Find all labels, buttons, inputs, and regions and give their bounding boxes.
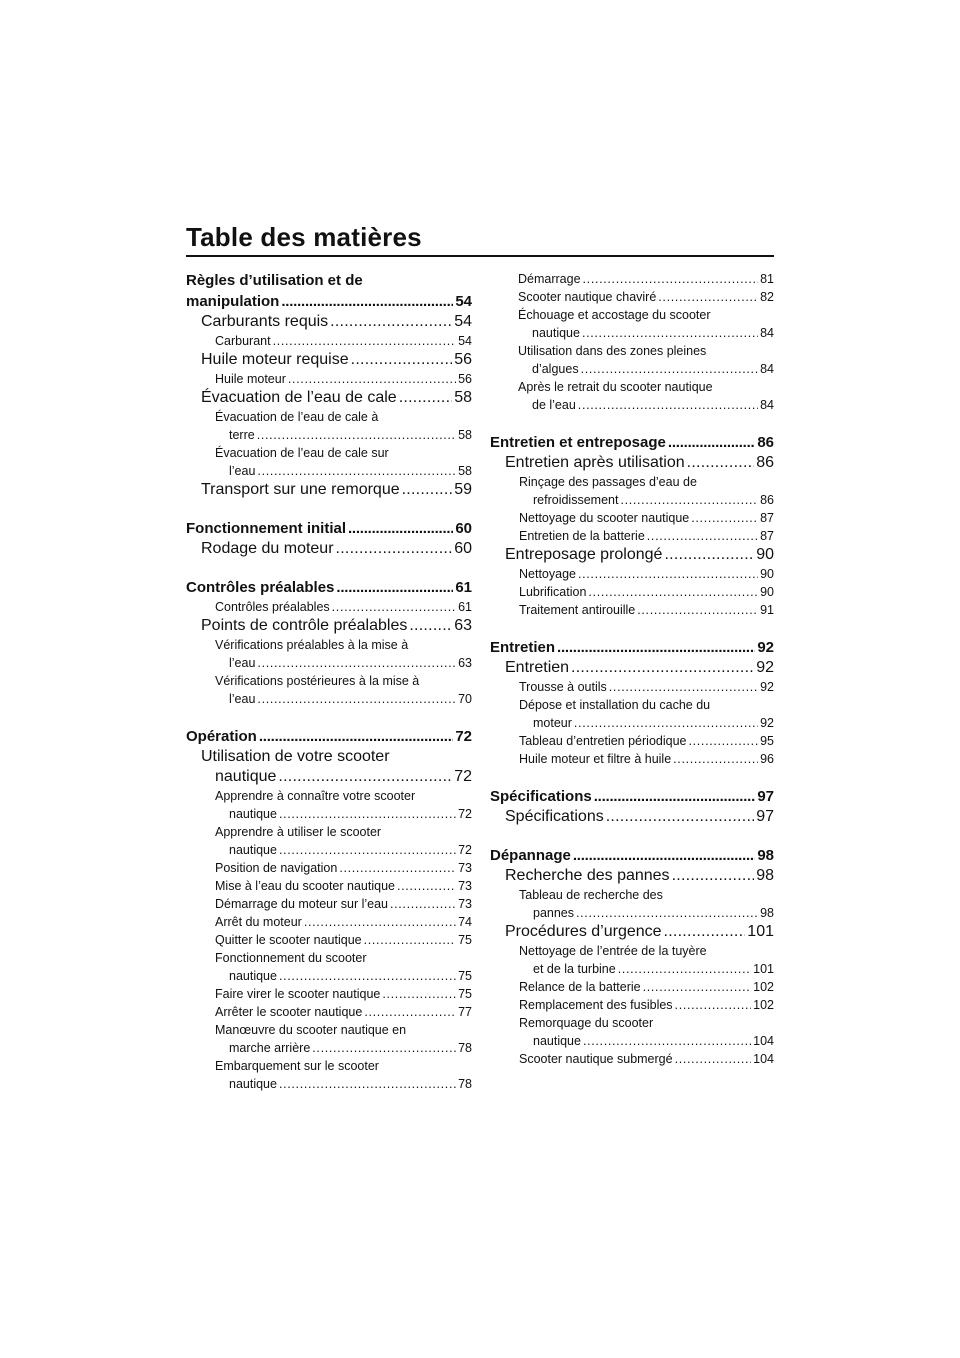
toc-topic-entry[interactable] [490, 886, 774, 922]
toc-entry-text: Arrêt du moteur [215, 915, 302, 929]
toc-page-number: 63 [454, 617, 472, 634]
dot-leader [673, 750, 758, 768]
dot-leader [279, 1075, 456, 1093]
toc-entry-text-first-line: Évacuation de l’eau de cale à [215, 410, 379, 424]
toc-page-number: 56 [458, 372, 472, 386]
dot-leader [583, 270, 759, 288]
toc-entry-text: Points de contrôle préalables [201, 617, 408, 634]
toc-entry-text-first-line: Nettoyage de l’entrée de la tuyère [519, 944, 707, 958]
toc-topic-entry[interactable] [490, 732, 774, 750]
toc-chapter-entry[interactable] [186, 350, 472, 370]
toc-chapter-entry[interactable] [490, 658, 774, 678]
dot-leader [332, 598, 456, 616]
toc-page-number: 92 [756, 659, 774, 676]
toc-topic-entry[interactable] [490, 696, 774, 732]
section-gap [186, 500, 472, 518]
toc-entry-text-first-line: Tableau de recherche des [519, 888, 663, 902]
toc-entry-text: Recherche des pannes [505, 867, 670, 884]
toc-topic-entry[interactable] [186, 1057, 472, 1093]
toc-entry-text: Remplacement des fusibles [519, 998, 673, 1012]
toc-entry-text: et de la turbine [533, 962, 616, 976]
dot-leader [606, 807, 754, 827]
toc-page-number: 86 [760, 493, 774, 507]
toc-page-number: 72 [455, 728, 472, 745]
dot-leader [304, 913, 456, 931]
toc-entry-text: l’eau [229, 656, 256, 670]
dot-leader [278, 767, 452, 787]
dot-leader [664, 922, 746, 942]
toc-entry-text-first-line: Échouage et accostage du scooter [518, 308, 711, 322]
toc-page-number: 54 [458, 334, 472, 348]
toc-entry-text: Trousse à outils [519, 680, 607, 694]
toc-page-number: 78 [458, 1041, 472, 1055]
dot-leader [336, 539, 453, 559]
toc-page-number: 92 [757, 639, 774, 656]
toc-column-right [490, 270, 774, 1068]
toc-page-number: 84 [760, 326, 774, 340]
toc-chapter-entry[interactable] [186, 747, 472, 787]
toc-topic-entry[interactable] [490, 942, 774, 978]
toc-entry-text: d’algues [532, 362, 579, 376]
toc-section-entry[interactable] [186, 518, 472, 539]
toc-page-number: 87 [760, 511, 774, 525]
toc-entry-text: Huile moteur [215, 372, 286, 386]
toc-entry-text: terre [229, 428, 255, 442]
toc-page-number: 102 [753, 980, 774, 994]
dot-leader [691, 509, 758, 527]
toc-topic-entry[interactable] [186, 332, 472, 350]
toc-chapter-entry[interactable] [490, 866, 774, 886]
toc-topic-entry[interactable] [490, 978, 774, 996]
toc-topic-entry[interactable] [490, 342, 774, 378]
toc-entry-text: nautique [532, 326, 580, 340]
section-gap [490, 619, 774, 637]
dot-leader [279, 841, 456, 859]
toc-entry-text: Spécifications [505, 808, 604, 825]
toc-entry-text: Procédures d’urgence [505, 923, 662, 940]
toc-page-number: 96 [760, 752, 774, 766]
toc-topic-entry[interactable] [490, 565, 774, 583]
toc-entry-text-first-line: Embarquement sur le scooter [215, 1059, 379, 1073]
toc-entry-text: Spécifications [490, 788, 592, 805]
dot-leader [348, 518, 453, 539]
toc-section-entry[interactable] [186, 577, 472, 598]
toc-topic-entry[interactable] [490, 378, 774, 414]
toc-page-number: 81 [760, 272, 774, 286]
dot-leader [402, 480, 453, 500]
toc-entry-text: Nettoyage du scooter nautique [519, 511, 690, 525]
toc-page-number: 54 [454, 313, 472, 330]
toc-page-number: 92 [760, 680, 774, 694]
toc-entry-text: Entretien et entreposage [490, 434, 666, 451]
toc-page-number: 77 [458, 1005, 472, 1019]
toc-topic-entry[interactable] [490, 509, 774, 527]
dot-leader [643, 978, 752, 996]
toc-chapter-entry[interactable] [186, 312, 472, 332]
dot-leader [382, 985, 456, 1003]
dot-leader [658, 288, 758, 306]
dot-leader [689, 732, 759, 750]
toc-topic-entry[interactable] [490, 473, 774, 509]
toc-entry-text: Entretien [505, 659, 570, 676]
toc-section-entry[interactable] [490, 786, 774, 807]
dot-leader [588, 583, 758, 601]
toc-entry-text-first-line: Vérifications postérieures à la mise à [215, 674, 420, 688]
toc-page-number: 75 [458, 933, 472, 947]
toc-page-number: 104 [753, 1052, 774, 1066]
toc-entry-text: Rodage du moteur [201, 540, 334, 557]
toc-page-number: 98 [760, 906, 774, 920]
toc-entry-text-first-line: Apprendre à utiliser le scooter [215, 825, 382, 839]
toc-entry-text-first-line: Manœuvre du scooter nautique en [215, 1023, 407, 1037]
toc-entry-text: Quitter le scooter nautique [215, 933, 362, 947]
toc-page-number: 78 [458, 1077, 472, 1091]
toc-entry-text: Opération [186, 728, 257, 745]
toc-entry-text-first-line: Vérifications préalables à la mise à [215, 638, 409, 652]
toc-page-number: 90 [760, 585, 774, 599]
toc-page-number: 74 [458, 915, 472, 929]
page-title: Table des matières [186, 222, 422, 252]
toc-topic-entry[interactable] [490, 288, 774, 306]
toc-page-number: 73 [458, 879, 472, 893]
toc-page-number: 104 [753, 1034, 774, 1048]
toc-entry-text: Contrôles préalables [186, 579, 335, 596]
section-gap [490, 414, 774, 432]
toc-topic-entry[interactable] [490, 270, 774, 288]
toc-entry-text: de l’eau [532, 398, 576, 412]
toc-page-number: 56 [454, 351, 472, 368]
dot-leader [257, 690, 456, 708]
toc-entry-text: Entreposage prolongé [505, 546, 663, 563]
toc-topic-entry[interactable] [490, 750, 774, 768]
dot-leader [364, 931, 456, 949]
toc-entry-text: Contrôles préalables [215, 600, 330, 614]
toc-topic-entry[interactable] [186, 949, 472, 985]
dot-leader [273, 332, 457, 350]
toc-entry-text: Entretien de la batterie [519, 529, 645, 543]
dot-leader [578, 565, 758, 583]
toc-page-number: 101 [753, 962, 774, 976]
dot-leader [312, 1039, 456, 1057]
toc-page-number: 75 [458, 987, 472, 1001]
dot-leader [647, 527, 758, 545]
toc-topic-entry[interactable] [490, 601, 774, 619]
dot-leader [578, 396, 758, 414]
toc-page-number: 86 [756, 454, 774, 471]
dot-leader [279, 805, 456, 823]
toc-entry-text: nautique [229, 1077, 277, 1091]
dot-leader [364, 1003, 456, 1021]
toc-topic-entry[interactable] [490, 996, 774, 1014]
dot-leader [583, 1032, 751, 1050]
toc-entry-text: nautique [229, 807, 277, 821]
toc-page-number: 58 [458, 428, 472, 442]
toc-page-number: 61 [455, 579, 472, 596]
toc-entry-text-first-line: Fonctionnement du scooter [215, 951, 367, 965]
toc-topic-entry[interactable] [186, 1021, 472, 1057]
dot-leader [279, 967, 456, 985]
toc-topic-entry[interactable] [186, 408, 472, 444]
toc-entry-text: nautique [533, 1034, 581, 1048]
dot-leader [257, 462, 456, 480]
toc-page-number: 59 [454, 481, 472, 498]
toc-entry-text: Huile moteur requise [201, 351, 349, 368]
toc-entry-text-first-line: Évacuation de l’eau de cale sur [215, 446, 389, 460]
section-gap [490, 768, 774, 786]
toc-chapter-entry[interactable] [490, 922, 774, 942]
toc-page-number: 75 [458, 969, 472, 983]
toc-entry-text-first-line: Dépose et installation du cache du [519, 698, 711, 712]
toc-page-number: 70 [458, 692, 472, 706]
toc-section-entry[interactable] [186, 726, 472, 747]
toc-topic-entry[interactable] [490, 583, 774, 601]
toc-topic-entry[interactable] [490, 678, 774, 696]
toc-page-number: 87 [760, 529, 774, 543]
toc-topic-entry[interactable] [186, 895, 472, 913]
toc-entry-text: refroidissement [533, 493, 619, 507]
toc-page-number: 98 [756, 867, 774, 884]
toc-entry-text-first-line: Utilisation de votre scooter [201, 748, 390, 765]
toc-entry-text: Carburant [215, 334, 271, 348]
dot-leader [576, 904, 758, 922]
toc-topic-entry[interactable] [186, 859, 472, 877]
dot-leader [571, 658, 754, 678]
section-gap [186, 559, 472, 577]
toc-page-number: 91 [760, 603, 774, 617]
toc-chapter-entry[interactable] [186, 539, 472, 559]
toc-entry-text: l’eau [229, 692, 256, 706]
dot-leader [409, 616, 452, 636]
toc-topic-entry[interactable] [490, 527, 774, 545]
toc-page-number: 95 [760, 734, 774, 748]
dot-leader [687, 453, 755, 473]
toc-entry-text: Huile moteur et filtre à huile [519, 752, 672, 766]
toc-topic-entry[interactable] [186, 672, 472, 708]
toc-entry-text-first-line: Utilisation dans des zones pleines [518, 344, 707, 358]
toc-page-number: 58 [454, 389, 472, 406]
dot-leader [259, 726, 453, 747]
toc-entry-text: Faire virer le scooter nautique [215, 987, 381, 1001]
toc-entry-text: Arrêter le scooter nautique [215, 1005, 363, 1019]
toc-page-number: 72 [458, 807, 472, 821]
toc-topic-entry[interactable] [186, 877, 472, 895]
dot-leader [257, 426, 456, 444]
toc-page-number: 97 [757, 788, 774, 805]
toc-entry-text: Fonctionnement initial [186, 520, 346, 537]
dot-leader [581, 360, 759, 378]
toc-topic-entry[interactable] [186, 370, 472, 388]
dot-leader [582, 324, 758, 342]
toc-page-number: 92 [760, 716, 774, 730]
dot-leader [574, 714, 758, 732]
toc-page-number: 54 [455, 293, 472, 310]
toc-topic-entry[interactable] [186, 787, 472, 823]
dot-leader [351, 350, 453, 370]
dot-leader [594, 786, 756, 807]
toc-page-number: 72 [458, 843, 472, 857]
toc-page-number: 61 [458, 600, 472, 614]
toc-entry-text-first-line: Rinçage des passages d’eau de [519, 475, 697, 489]
toc-topic-entry[interactable] [186, 913, 472, 931]
toc-page-number: 90 [760, 567, 774, 581]
toc-entry-text: Évacuation de l’eau de cale [201, 389, 397, 406]
toc-entry-text: Entretien [490, 639, 556, 656]
dot-leader [637, 601, 758, 619]
toc-entry-text: Scooter nautique submergé [519, 1052, 673, 1066]
toc-page-number: 90 [756, 546, 774, 563]
toc-topic-entry[interactable] [186, 598, 472, 616]
dot-leader [668, 432, 755, 453]
dot-leader [609, 678, 758, 696]
toc-entry-text: marche arrière [229, 1041, 311, 1055]
dot-leader [664, 545, 754, 565]
dot-leader [399, 388, 453, 408]
dot-leader [257, 654, 456, 672]
toc-page-number: 73 [458, 861, 472, 875]
toc-page-number: 82 [760, 290, 774, 304]
dot-leader [390, 895, 456, 913]
toc-entry-text: Démarrage du moteur sur l’eau [215, 897, 388, 911]
toc-chapter-entry[interactable] [490, 807, 774, 827]
toc-topic-entry[interactable] [490, 1050, 774, 1068]
toc-entry-text: Scooter nautique chaviré [518, 290, 657, 304]
toc-entry-text-first-line: Remorquage du scooter [519, 1016, 654, 1030]
dot-leader [618, 960, 751, 978]
toc-entry-text: manipulation [186, 293, 280, 310]
toc-entry-text: Position de navigation [215, 861, 338, 875]
toc-topic-entry[interactable] [186, 1003, 472, 1021]
toc-page-number: 58 [458, 464, 472, 478]
toc-page-number: 63 [458, 656, 472, 670]
toc-topic-entry[interactable] [186, 636, 472, 672]
toc-entry-text: Lubrification [519, 585, 587, 599]
toc-entry-text: Relance de la batterie [519, 980, 641, 994]
toc-topic-entry[interactable] [490, 1014, 774, 1050]
toc-page-number: 84 [760, 398, 774, 412]
toc-section-entry[interactable] [186, 270, 472, 312]
toc-entry-text: pannes [533, 906, 575, 920]
toc-page-number: 73 [458, 897, 472, 911]
toc-entry-text: Tableau d’entretien périodique [519, 734, 687, 748]
dot-leader [672, 866, 755, 886]
toc-page-number: 84 [760, 362, 774, 376]
toc-entry-text: Nettoyage [519, 567, 576, 581]
toc-topic-entry[interactable] [186, 823, 472, 859]
title-rule [186, 255, 774, 257]
toc-chapter-entry[interactable] [490, 453, 774, 473]
dot-leader [339, 859, 456, 877]
toc-page-number: 72 [454, 768, 472, 785]
toc-entry-text: nautique [215, 768, 277, 785]
dot-leader [397, 877, 456, 895]
dot-leader [675, 996, 752, 1014]
dot-leader [675, 1050, 752, 1068]
toc-column-left [186, 270, 472, 1093]
dot-leader [336, 577, 453, 598]
toc-section-entry[interactable] [490, 845, 774, 866]
dot-leader [281, 291, 453, 312]
toc-entry-text: Dépannage [490, 847, 571, 864]
toc-entry-text: Traitement antirouille [519, 603, 636, 617]
toc-page-number: 86 [757, 434, 774, 451]
toc-topic-entry[interactable] [186, 444, 472, 480]
section-gap [186, 708, 472, 726]
dot-leader [330, 312, 452, 332]
toc-page-number: 102 [753, 998, 774, 1012]
toc-page-number: 60 [454, 540, 472, 557]
toc-entry-text: Entretien après utilisation [505, 454, 685, 471]
dot-leader [573, 845, 755, 866]
toc-entry-text: Mise à l’eau du scooter nautique [215, 879, 395, 893]
toc-entry-text-first-line: Après le retrait du scooter nautique [518, 380, 713, 394]
section-gap [490, 827, 774, 845]
toc-chapter-entry[interactable] [186, 616, 472, 636]
toc-page-number: 98 [757, 847, 774, 864]
dot-leader [620, 491, 758, 509]
toc-entry-text: moteur [533, 716, 572, 730]
toc-entry-text: Transport sur une remorque [201, 481, 400, 498]
toc-page-number: 60 [455, 520, 472, 537]
dot-leader [557, 637, 755, 658]
toc-chapter-entry[interactable] [186, 388, 472, 408]
toc-page-number: 101 [747, 923, 774, 940]
toc-topic-entry[interactable] [186, 931, 472, 949]
dot-leader [288, 370, 456, 388]
toc-entry-text-first-line: Apprendre à connaître votre scooter [215, 789, 416, 803]
toc-section-entry[interactable] [490, 637, 774, 658]
toc-topic-entry[interactable] [490, 306, 774, 342]
toc-page-number: 97 [756, 808, 774, 825]
toc-entry-text: l’eau [229, 464, 256, 478]
toc-entry-text-first-line: Règles d’utilisation et de [186, 272, 363, 289]
toc-entry-text: Démarrage [518, 272, 581, 286]
toc-chapter-entry[interactable] [490, 545, 774, 565]
toc-chapter-entry[interactable] [186, 480, 472, 500]
toc-section-entry[interactable] [490, 432, 774, 453]
toc-topic-entry[interactable] [186, 985, 472, 1003]
toc-entry-text: Carburants requis [201, 313, 329, 330]
toc-entry-text: nautique [229, 843, 277, 857]
toc-entry-text: nautique [229, 969, 277, 983]
